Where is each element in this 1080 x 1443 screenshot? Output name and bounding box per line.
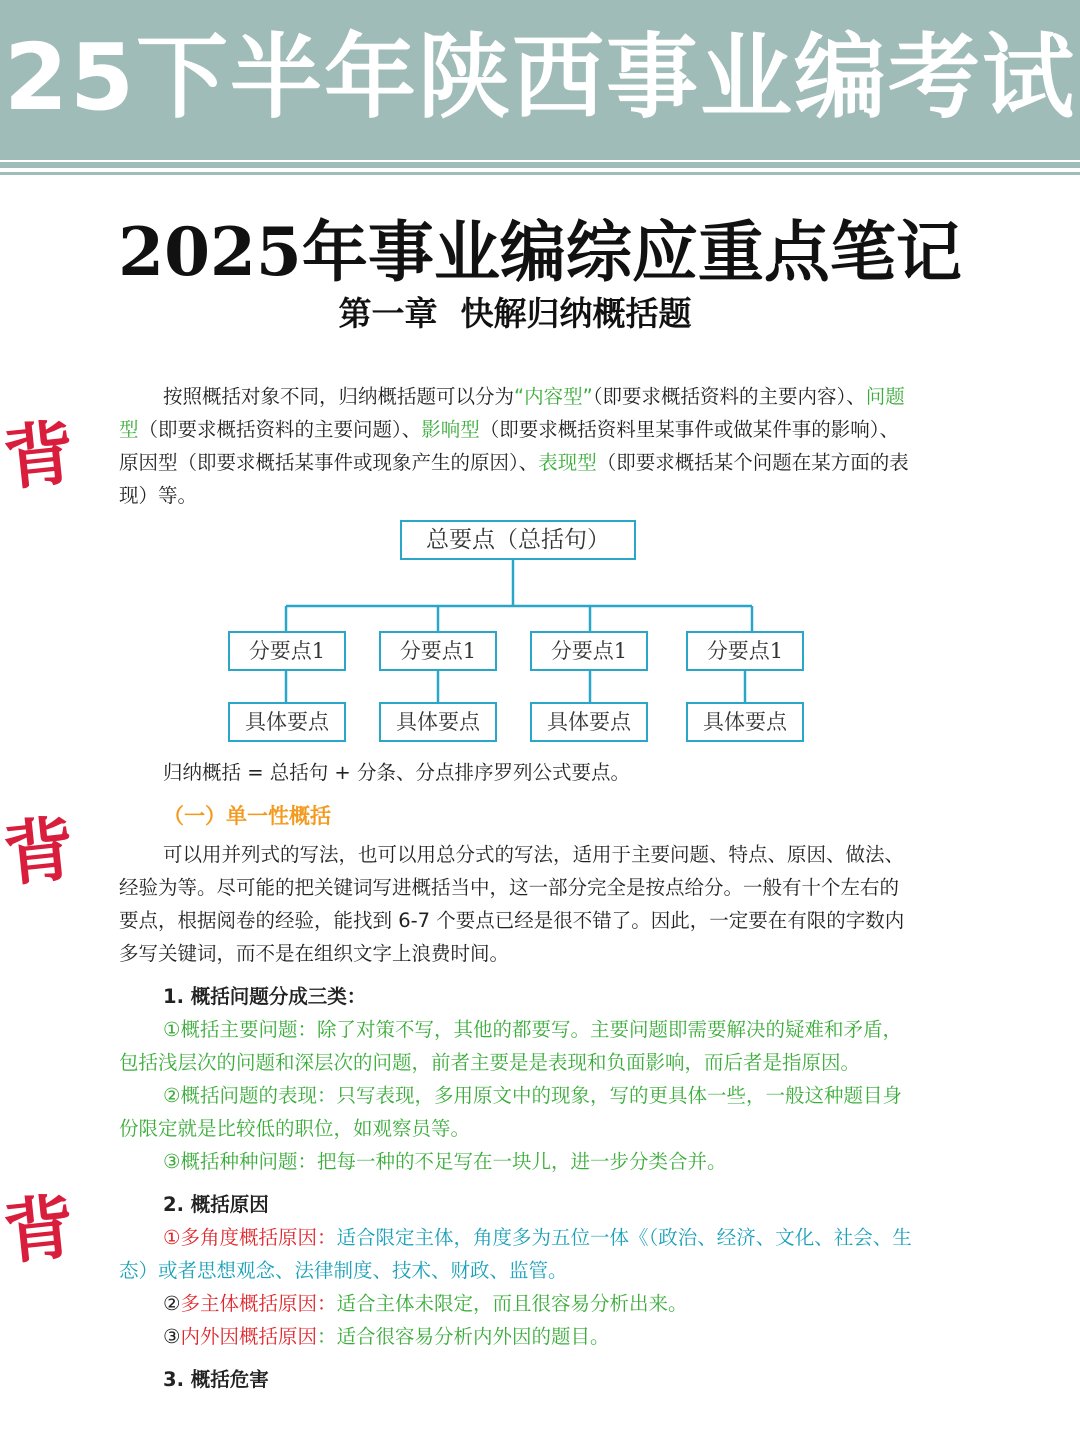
divider xyxy=(0,162,1080,168)
item-text: ①概括主要问题：除了对策不写，其他的都要写。主要问题即需要解决的疑难和矛盾，包括浅层次的问题和深层次的问题，前者主要是是表现和负面影响，而后者是指原因。 xyxy=(119,1018,902,1074)
item-text: ②概括问题的表现：只写表现，多用原文中的现象，写的更具体一些，一般这种题目身份限定就是比较低的职位，如观察员等。 xyxy=(119,1084,902,1140)
memorize-mark: 背 xyxy=(0,1184,79,1275)
section-paragraph: 可以用并列式的写法，也可以用总分式的写法，适用于主要问题、特点、原因、做法、经验为等。尽可能的把关键词写进概括当中，这一部分完全是按点给分。一般有十个左右的要点，根据阅卷的经验，能找到 6-7 个要点已经是很不错了。因此，一定要在有限的字数内多写关键词，而不是在组织文字上浪费时间。 xyxy=(119,843,905,965)
memorize-mark: 背 xyxy=(0,806,79,897)
detail-point-box: 具体要点 xyxy=(228,702,346,742)
item-heading: 1. 概括问题分成三类： xyxy=(163,985,367,1008)
item-heading: 3. 概括危害 xyxy=(163,1368,269,1391)
item-text: ①多角度概括原因：适合限定主体，角度多为五位一体《（政治、经济、文化、社会、生态）或者思想观念、法律制度、技术、财政、监管。 xyxy=(119,1226,912,1282)
item-text: ③内外因概括原因：适合很容易分析内外因的题目。 xyxy=(163,1325,610,1348)
item-text: ②多主体概括原因：适合主体未限定，而且很容易分析出来。 xyxy=(163,1292,688,1315)
divider xyxy=(0,172,1080,175)
detail-point-box: 具体要点 xyxy=(530,702,648,742)
formula-text: 归纳概括 = 总括句 + 分条、分点排序罗列公式要点。 xyxy=(163,761,630,784)
intro-paragraph: 按照概括对象不同，归纳概括题可以分为“内容型”（即要求概括资料的主要内容）、问题型（即要求概括资料的主要问题）、影响型（即要求概括资料里某事件或做某件事的影响）、原因型（即要求概括某事件或现象产生的原因）、表现型（即要求概括某个问题在某方面的表现）等。 xyxy=(119,385,909,507)
section-heading: （一）单一性概括 xyxy=(163,804,331,828)
memorize-mark: 背 xyxy=(0,410,79,501)
main-point-box: 总要点（总括句） xyxy=(400,520,636,560)
chapter-title: 第一章 快解归纳概括题 xyxy=(338,294,692,333)
detail-point-box: 具体要点 xyxy=(686,702,804,742)
sub-point-box: 分要点1 xyxy=(686,631,804,671)
detail-point-box: 具体要点 xyxy=(379,702,497,742)
sub-point-box: 分要点1 xyxy=(228,631,346,671)
banner-title: 25下半年陕西事业编考试 xyxy=(3,24,1077,131)
sub-point-box: 分要点1 xyxy=(379,631,497,671)
header-banner xyxy=(0,0,1080,160)
item-text: ③概括种种问题：把每一种的不足写在一块儿，进一步分类合并。 xyxy=(163,1150,727,1173)
sub-point-box: 分要点1 xyxy=(530,631,648,671)
document-title: 2025年事业编综应重点笔记 xyxy=(118,213,962,291)
item-heading: 2. 概括原因 xyxy=(163,1193,269,1216)
